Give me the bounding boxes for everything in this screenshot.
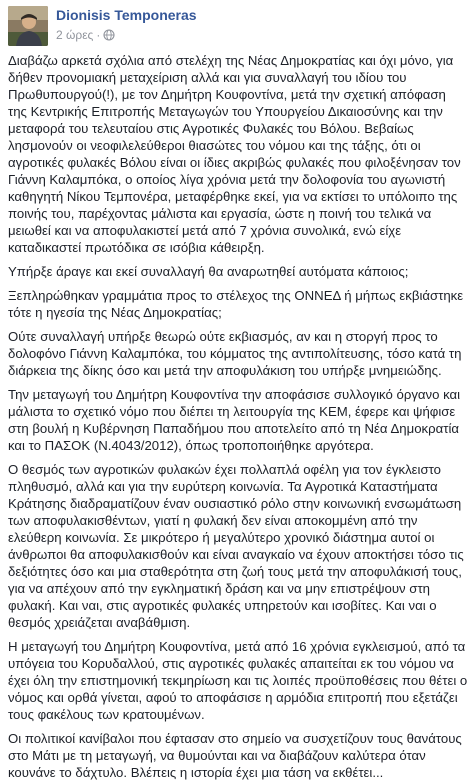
post-header (8, 6, 464, 46)
post-body (8, 52, 468, 781)
author-avatar[interactable] (8, 6, 48, 46)
post-paragraph: Η μεταγωγή του Δημήτρη Κουφοντίνα, μετά από 16 χρόνια εγκλεισμού, από τα υπόγεια του Κορυδαλλού, στις αγροτικές φυλακές απαιτείται εκ του νόμου να έχει όλη την επιστημονική τεκμηρίωση και τις λοιπές προϋποθέσεις που θέτει ο νόμος και ορθά γίνεται, αφού το αποφάσισε η αρμόδια επιτροπή που εξετάζει τους φακέλους των κρατουμένων. (8, 639, 468, 722)
post-paragraph: Ξεπληρώθηκαν γραμμάτια προς το στέλεχος της ΟΝΝΕΔ ή μήπως εκβιάστηκε τότε η ηγεσία της Νέας Δημοκρατίας; (8, 288, 464, 320)
post-paragraph: Ο θεσμός των αγροτικών φυλακών έχει πολλαπλά οφέλη για τον έγκλειστο πληθυσμό, αλλά και για την ευρύτερη κοινωνία. Τα Αγροτικά Καταστήματα Κράτησης διαδραματίζουν έναν ουσιαστικό ρόλο στην κοινωνική ενσωμάτωση των αποφυλακισθέντων, γιατί η φυλακή δεν είναι αποκομμένη από την ελεύθερη κοινωνία. Σε μικρότερο ή μεγαλύτερο χρονικό διάστημα αυτοί οι άνθρωποι θα αποφυλακισθούν και είναι αναγκαίο να έχουν αποκτήσει τόσο τις δεξιότητες όσο και μια σταθερότητα στη ζωή τους μετά την αποφυλάκισή τους, για να απέχουν από την εγκληματική δράση και να μην επιστρέψουν στη φυλακή. Και ναι, στις αγροτικές φυλακές υπηρετούν και ισοβίτες. Και ναι ο θεσμός χρειάζεται αναβάθμιση. (8, 462, 464, 630)
post-paragraph: Διαβάζω αρκετά σχόλια από στελέχη της Νέας Δημοκρατίας και όχι μόνο, για δήθεν προνομιακή μεταχείριση αλλά και για συναλλαγή του ιδίου του Πρωθυπουργού(!), με τον Δημήτρη Κουφοντίνα, μετά την σχετική απόφαση της Κεντρικής Επιτροπής Μεταγωγών του Υπουργείου Δικαιοσύνης και την μεταφορά του τελευταίου στις Αγροτικές Φυλακές του Βόλου. Βεβαίως λησμονούν οι νεοφιλελεύθεροι θιασώτες του νόμου και της τάξης, ότι οι αγροτικές φυλακές Βόλου είναι οι ίδιες ακριβώς φυλακές που φιλοξένησαν τον Γιάννη Καλαμπόκα, ο οποίος λίγα χρόνια μετά την δολοφονία του αγωνιστή καθηγητή Νίκου Τεμπονέρα, μεταφέρθηκε εκεί, για να εκτίσει το υπόλοιπο της ποινής του, παρέχοντας μάλιστα και εργασία, ώστε η ποινή του τελικά να μειωθεί και να αποφυλακιστεί μετά από 7 χρόνια συνολικά, ενώ είχε καταδικαστεί πρωτόδικα σε ισόβια κάθειρξη. (8, 53, 461, 255)
post-paragraph: Υπήρξε άραγε και εκεί συναλλαγή θα αναρωτηθεί αυτόματα κάποιος; (8, 264, 409, 279)
post-meta (56, 28, 115, 44)
post-timestamp[interactable]: 2 ώρες (56, 28, 94, 42)
post-paragraph: Οι πολιτικοί κανίβαλοι που έφτασαν στο σημείο να συσχετίζουν τους θανάτους στο Μάτι με τη μεταγωγή, να θυμούνται και να διαβάζουν καλύτερα όταν κουνάνε το δάχτυλο. Βλέπεις η ιστορία έχει μια τάση να εκθέτει... (8, 731, 462, 780)
globe-icon[interactable] (103, 29, 115, 44)
post-paragraph: Ούτε συναλλαγή υπήρξε θεωρώ ούτε εκβιασμός, αν και η στοργή προς το δολοφόνο Γιάννη Καλαμπόκα, του κόμματος της αντιπολίτευσης, τόσο κατά τη διάρκεια της δίκης όσο και μετά την αποφυλάκιση του υπήρξε μνημειώδης. (8, 329, 462, 378)
post-paragraph: Την μεταγωγή του Δημήτρη Κουφοντίνα την αποφάσισε συλλογικό όργανο και μάλιστα το σχετικό νόμο που διέπει τη λειτουργία της ΚΕΜ, έφερε και ψήφισε στη βουλή η Κυβέρνηση Παπαδήμου που αποτελείτο από τη Νέα Δημοκρατία και το ΠΑΣΟΚ (Ν.4043/2012), όπως τροποποιήθηκε αργότερα. (8, 387, 461, 453)
author-name[interactable]: Dionisis Temponeras (56, 7, 197, 23)
avatar-image (8, 6, 48, 46)
meta-separator: · (96, 28, 101, 42)
